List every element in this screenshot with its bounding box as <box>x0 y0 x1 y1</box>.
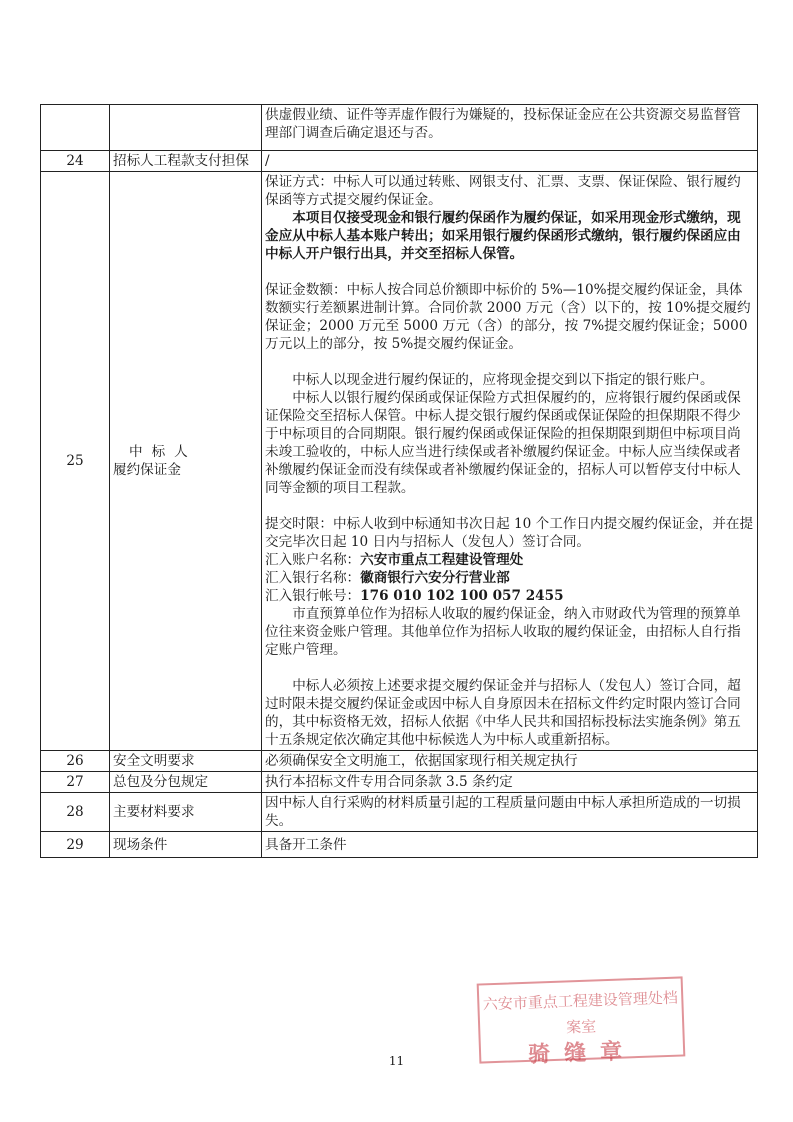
row-number-27: 27 <box>41 772 110 793</box>
item-materials: 主要材料要求 <box>110 793 262 832</box>
table-row <box>41 151 758 172</box>
item-performance-bond <box>110 172 262 751</box>
account-number-label: 汇入银行帐号： <box>265 588 361 604</box>
bank-guarantee-instruction: 中标人以银行履约保函或保证保险方式担保履约的，应将银行履约保函或保证保险交至招标人保管。中标人提交银行履约保函或保证保险的担保期限不得少于中标项目的合同期限。银行履约保函或保证保险的担保期限到期但中标项目尚未竣工验收的，中标人应当进行续保或者补缴履约保证金。中标人应当续保或者补缴履约保证金而没有续保或者补缴履约保证金的，招标人可以暂停支付中标人同等金额的项目工程款。 <box>265 390 741 496</box>
seal-line2: 骑缝章 <box>527 1038 637 1068</box>
content-materials: 因中标人自行采购的材料质量引起的工程质量问题由中标人承担所造成的一切损失。 <box>262 793 758 832</box>
table-row <box>41 793 758 832</box>
account-name-label: 汇入账户名称： <box>265 552 361 568</box>
item-subcontract: 总包及分包规定 <box>110 772 262 793</box>
continued-text: 供虚假业绩、证件等弄虚作假行为嫌疑的，投标保证金应在公共资源交易监督管理部门调查后确定退还与否。 <box>265 107 741 141</box>
seam-seal-stamp <box>477 976 686 1068</box>
item-label-line2: 履约保证金 <box>113 462 181 478</box>
row-number-26: 26 <box>41 751 110 772</box>
budget-unit-note: 市直预算单位作为招标人收取的履约保证金，纳入市财政代为管理的预算单位往来资金账户管理。其他单位作为招标人收取的履约保证金，由招标人自行指定账户管理。 <box>265 606 741 658</box>
content-cell <box>262 105 758 151</box>
row-number-28: 28 <box>41 793 110 832</box>
contract-requirement: 中标人必须按上述要求提交履约保证金并与招标人（发包人）签订合同，超过时限未提交履约保证金或因中标人自身原因未在招标文件约定时限内签订合同的，其中标资格无效，招标人依据《中华人民共和国招标投标法实施条例》第五十五条规定依次确定其他中标候选人为中标人或重新招标。 <box>265 678 741 748</box>
item-label-line1: 中标人 <box>129 444 197 460</box>
guarantee-amount: 保证金数额：中标人按合同总价额即中标价的 5%—10%提交履约保证金，具体数额实行差额累进制计算。合同价款 2000 万元（含）以下的，按 10%提交履约保证金；2000 万元至 5000 万元（含）的部分，按 7%提交履约保证金；5000 万元以上的部分，按 5%提交履约保证金。 <box>265 282 751 352</box>
item-payment-guarantee: 招标人工程款支付担保 <box>110 151 262 172</box>
item-site: 现场条件 <box>110 832 262 858</box>
row-number-29: 29 <box>41 832 110 858</box>
table-row <box>41 772 758 793</box>
page-number: 11 <box>388 1054 405 1068</box>
table-row <box>41 751 758 772</box>
cash-instruction: 中标人以现金进行履约保证的，应将现金提交到以下指定的银行账户。 <box>292 372 714 388</box>
table-row <box>41 105 758 151</box>
account-number-value: 176 010 102 100 057 2455 <box>360 588 564 604</box>
content-site: 具备开工条件 <box>262 832 758 858</box>
item-cell <box>110 105 262 151</box>
account-name-line <box>265 551 754 569</box>
row-number-24: 24 <box>41 151 110 172</box>
account-name-value: 六安市重点工程建设管理处 <box>360 552 524 568</box>
submission-deadline: 提交时限：中标人收到中标通知书次日起 10 个工作日内提交履约保证金，并在提交完毕次日起 10 日内与招标人（发包人）签订合同。 <box>265 516 754 550</box>
guarantee-method: 保证方式：中标人可以通过转账、网银支付、汇票、支票、保证保险、银行履约保函等方式提交履约保证金。 <box>265 174 741 208</box>
table-row <box>41 832 758 858</box>
row-number-25: 25 <box>41 172 110 751</box>
content-payment-guarantee: / <box>262 151 758 172</box>
item-safety: 安全文明要求 <box>110 751 262 772</box>
guarantee-restriction: 本项目仅接受现金和银行履约保函作为履约保证，如采用现金形式缴纳，现金应从中标人基本账户转出；如采用银行履约保函形式缴纳，银行履约保函应由中标人开户银行出具，并交至招标人保管。 <box>265 210 741 262</box>
content-subcontract: 执行本招标文件专用合同条款 3.5 条约定 <box>262 772 758 793</box>
content-performance-bond <box>262 172 758 751</box>
row-number-cell <box>41 105 110 151</box>
table-row <box>41 172 758 751</box>
bid-data-table <box>40 104 758 858</box>
content-safety: 必须确保安全文明施工，依据国家现行相关规定执行 <box>262 751 758 772</box>
bank-name-value: 徽商银行六安分行营业部 <box>360 570 510 586</box>
account-number-line <box>265 587 754 605</box>
seal-line1: 六安市重点工程建设管理处档案室 <box>482 988 679 1037</box>
bank-name-line <box>265 569 754 587</box>
bank-name-label: 汇入银行名称： <box>265 570 361 586</box>
